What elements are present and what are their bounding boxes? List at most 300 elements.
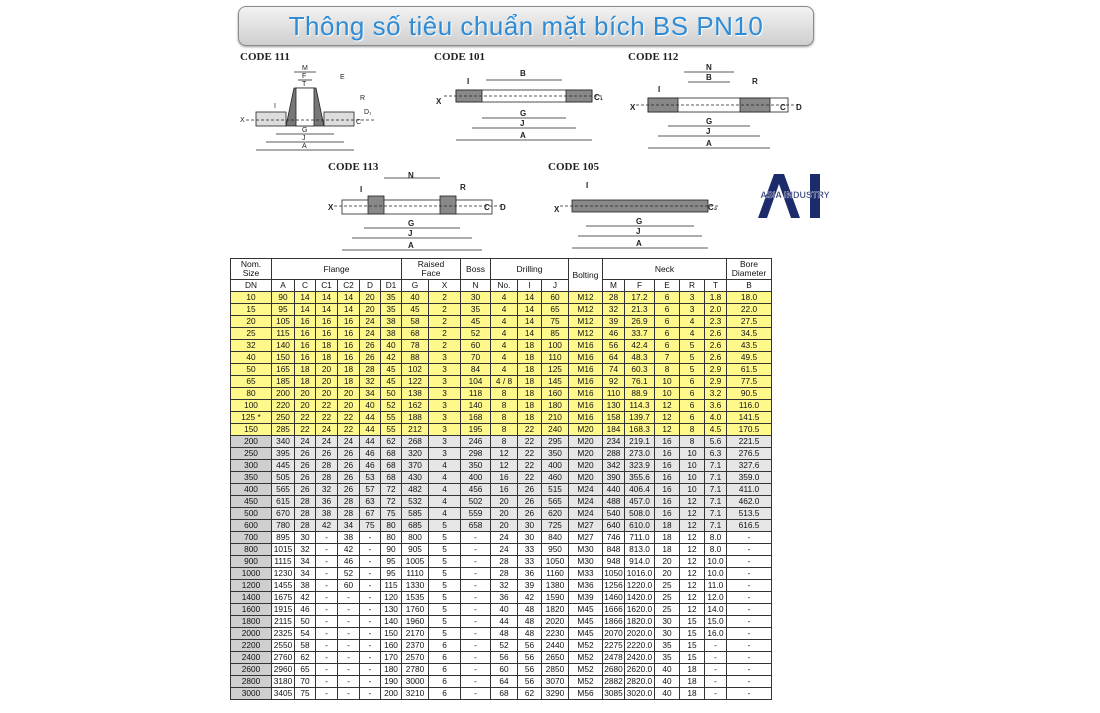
- column-header: J: [542, 280, 569, 292]
- svg-text:J: J: [408, 229, 413, 238]
- table-cell: 32: [491, 580, 518, 592]
- table-cell: -: [461, 664, 491, 676]
- svg-text:J: J: [520, 119, 525, 128]
- table-cell: 46: [360, 460, 381, 472]
- table-row: [231, 376, 772, 388]
- table-row: [231, 628, 772, 640]
- table-cell: 55: [381, 424, 402, 436]
- table-cell: 56: [603, 340, 625, 352]
- table-cell: 14: [316, 292, 338, 304]
- code-112-diagram: [628, 60, 808, 154]
- table-cell: 16: [491, 472, 518, 484]
- table-cell: 2570: [402, 652, 429, 664]
- table-cell: 4: [429, 460, 461, 472]
- table-cell: 27.5: [727, 316, 772, 328]
- table-cell: 85: [542, 328, 569, 340]
- dn-cell: 15: [231, 304, 272, 316]
- table-cell: 115: [381, 580, 402, 592]
- table-cell: 24: [316, 436, 338, 448]
- table-cell: M39: [569, 592, 603, 604]
- table-row: [231, 352, 772, 364]
- table-cell: 160: [542, 388, 569, 400]
- table-cell: M16: [569, 376, 603, 388]
- page-title: Thông số tiêu chuẩn mặt bích BS PN10: [288, 11, 764, 41]
- table-cell: 130: [603, 400, 625, 412]
- table-cell: 12: [491, 460, 518, 472]
- table-cell: 1420.0: [625, 592, 655, 604]
- table-cell: 2478: [604, 652, 623, 662]
- table-cell: 150: [272, 352, 295, 364]
- dn-cell: 2000: [231, 628, 272, 640]
- table-cell: 2680: [604, 664, 623, 674]
- table-cell: 48.3: [625, 352, 655, 364]
- code-113-label: CODE 113: [328, 161, 379, 173]
- table-cell: M45: [569, 616, 603, 628]
- table-cell: 80: [381, 532, 402, 544]
- table-cell: 1535: [402, 592, 429, 604]
- table-cell: 440: [603, 484, 625, 496]
- table-cell: -: [316, 640, 338, 652]
- table-cell: 45: [381, 364, 402, 376]
- table-cell: -: [316, 592, 338, 604]
- table-cell: 95: [381, 556, 402, 568]
- table-cell: 60: [461, 340, 491, 352]
- table-cell: 640: [603, 520, 625, 532]
- table-cell: 44: [360, 424, 381, 436]
- table-cell: 42: [381, 352, 402, 364]
- table-cell: 2550: [272, 640, 295, 652]
- table-cell: 18: [518, 400, 542, 412]
- table-cell: 44: [360, 412, 381, 424]
- table-cell: 7.1: [705, 484, 727, 496]
- table-cell: 170.5: [727, 424, 772, 436]
- column-header: N: [461, 280, 491, 292]
- table-cell: 170: [381, 652, 402, 664]
- table-cell: 5: [680, 352, 705, 364]
- table-cell: 15: [680, 640, 705, 652]
- table-cell: 20: [338, 388, 360, 400]
- dn-cell: 2400: [231, 652, 272, 664]
- svg-text:I: I: [658, 85, 661, 94]
- svg-text:I: I: [586, 181, 589, 190]
- table-cell: 3: [429, 436, 461, 448]
- table-cell: 116.0: [727, 400, 772, 412]
- table-cell: 50: [295, 616, 316, 628]
- table-cell: 75: [381, 508, 402, 520]
- dn-cell: 100: [231, 400, 272, 412]
- table-cell: 20: [655, 568, 680, 580]
- table-cell: 200: [381, 688, 402, 700]
- table-cell: 5: [429, 616, 461, 628]
- table-cell: 42: [295, 592, 316, 604]
- table-cell: 285: [272, 424, 295, 436]
- svg-text:G: G: [408, 219, 415, 228]
- svg-text:J: J: [636, 227, 641, 236]
- svg-text:A: A: [302, 143, 307, 150]
- table-cell: 7.1: [705, 508, 727, 520]
- table-cell: 56: [518, 664, 542, 676]
- table-cell: 5: [429, 604, 461, 616]
- table-cell: 140: [461, 400, 491, 412]
- table-cell: 488: [603, 496, 625, 508]
- table-cell: 7.1: [705, 472, 727, 484]
- table-cell: 16: [338, 316, 360, 328]
- table-cell: 6: [655, 304, 680, 316]
- column-header: D: [360, 280, 381, 292]
- table-cell: 1820: [542, 604, 569, 616]
- table-cell: 7.1: [705, 460, 727, 472]
- table-cell: 28: [316, 472, 338, 484]
- table-cell: 53: [360, 472, 381, 484]
- table-cell: 515: [542, 484, 569, 496]
- table-cell: 16: [316, 316, 338, 328]
- table-cell: 445: [272, 460, 295, 472]
- table-cell: 28: [316, 460, 338, 472]
- table-cell: 56: [518, 640, 542, 652]
- table-cell: 150: [381, 628, 402, 640]
- table-cell: 1050: [604, 568, 623, 578]
- table-cell: 58: [295, 640, 316, 652]
- dn-cell: 300: [231, 460, 272, 472]
- table-cell: 513.5: [727, 508, 772, 520]
- table-cell: 2882: [604, 676, 623, 686]
- table-cell: 14: [518, 328, 542, 340]
- table-cell: 1620.0: [625, 604, 655, 616]
- svg-text:A: A: [706, 139, 712, 148]
- asia-industry-logo: [752, 168, 838, 228]
- table-cell: 24: [338, 436, 360, 448]
- table-cell: 17.2: [625, 292, 655, 304]
- table-cell: -: [727, 688, 772, 700]
- table-cell: 18: [295, 364, 316, 376]
- table-cell: 219.1: [625, 436, 655, 448]
- table-cell: 2170: [402, 628, 429, 640]
- table-cell: M16: [569, 388, 603, 400]
- table-row: [231, 448, 772, 460]
- table-cell: 2: [429, 292, 461, 304]
- table-cell: 616.5: [727, 520, 772, 532]
- table-cell: 5: [429, 544, 461, 556]
- table-cell: 895: [272, 532, 295, 544]
- table-cell: 456: [461, 484, 491, 496]
- table-cell: 3085: [604, 688, 623, 698]
- table-row: [231, 676, 772, 688]
- table-cell: 18: [655, 544, 680, 556]
- code-101-diagram: [434, 60, 614, 150]
- table-cell: -: [461, 688, 491, 700]
- header-flange: Flange: [272, 259, 402, 280]
- table-cell: 18: [655, 532, 680, 544]
- table-cell: 327.6: [727, 460, 772, 472]
- table-cell: -: [316, 676, 338, 688]
- table-cell: 7: [655, 352, 680, 364]
- table-cell: 12: [680, 544, 705, 556]
- table-cell: 118: [461, 388, 491, 400]
- table-cell: 168: [461, 412, 491, 424]
- table-cell: 22: [338, 412, 360, 424]
- table-cell: 190: [381, 676, 402, 688]
- table-cell: -: [461, 652, 491, 664]
- table-cell: 26: [338, 484, 360, 496]
- table-cell: 40: [381, 340, 402, 352]
- table-cell: 28: [338, 508, 360, 520]
- dn-cell: 3000: [231, 688, 272, 700]
- table-cell: 26: [295, 448, 316, 460]
- table-cell: 20: [491, 520, 518, 532]
- table-cell: 18: [680, 676, 705, 688]
- table-cell: 2620.0: [625, 664, 655, 676]
- table-cell: -: [727, 544, 772, 556]
- table-cell: 22: [518, 472, 542, 484]
- table-cell: 20: [295, 388, 316, 400]
- table-cell: 34.5: [727, 328, 772, 340]
- table-cell: 60: [491, 664, 518, 676]
- table-cell: -: [316, 544, 338, 556]
- table-cell: 56: [518, 676, 542, 688]
- table-cell: 2: [429, 340, 461, 352]
- code-112-label: CODE 112: [628, 51, 679, 63]
- table-cell: 3: [429, 448, 461, 460]
- table-cell: 370: [402, 460, 429, 472]
- svg-text:X: X: [328, 203, 334, 212]
- table-cell: 10: [680, 472, 705, 484]
- table-cell: 100: [542, 340, 569, 352]
- table-cell: 75: [360, 520, 381, 532]
- table-cell: 120: [381, 592, 402, 604]
- table-cell: 7.1: [705, 496, 727, 508]
- table-cell: 15: [680, 616, 705, 628]
- table-cell: 34: [338, 520, 360, 532]
- table-cell: 18: [316, 340, 338, 352]
- table-cell: 48: [518, 616, 542, 628]
- table-cell: -: [727, 592, 772, 604]
- table-cell: 1820.0: [625, 616, 655, 628]
- table-cell: 24: [491, 544, 518, 556]
- table-cell: 20: [491, 508, 518, 520]
- table-cell: 276.5: [727, 448, 772, 460]
- table-cell: 48: [518, 604, 542, 616]
- table-cell: 26: [338, 460, 360, 472]
- table-cell: 2780: [402, 664, 429, 676]
- table-cell: 6: [655, 340, 680, 352]
- table-cell: 162: [402, 400, 429, 412]
- table-cell: 90.5: [727, 388, 772, 400]
- column-header: R: [680, 280, 705, 292]
- table-cell: -: [360, 616, 381, 628]
- table-cell: -: [727, 628, 772, 640]
- table-cell: 1380: [542, 580, 569, 592]
- table-cell: 24: [360, 316, 381, 328]
- table-cell: 65: [295, 664, 316, 676]
- table-row: [231, 664, 772, 676]
- table-cell: 8: [655, 364, 680, 376]
- table-cell: 43.5: [727, 340, 772, 352]
- table-cell: -: [727, 676, 772, 688]
- header-drilling: Drilling: [491, 259, 569, 280]
- table-cell: -: [338, 664, 360, 676]
- table-cell: 102: [402, 364, 429, 376]
- column-header: D1: [381, 280, 402, 292]
- table-cell: 1256: [604, 580, 623, 590]
- table-cell: 12: [655, 424, 680, 436]
- table-cell: 52: [491, 640, 518, 652]
- table-cell: 2.6: [705, 352, 727, 364]
- table-cell: 46: [295, 604, 316, 616]
- svg-text:I: I: [274, 103, 276, 110]
- table-cell: 22: [518, 448, 542, 460]
- table-cell: 2: [429, 328, 461, 340]
- svg-text:D₁: D₁: [364, 109, 372, 116]
- table-cell: 20: [316, 364, 338, 376]
- table-cell: 42: [338, 544, 360, 556]
- table-row: [231, 568, 772, 580]
- table-cell: 90: [381, 544, 402, 556]
- table-row: [231, 532, 772, 544]
- table-cell: 52: [461, 328, 491, 340]
- table-cell: 5: [680, 340, 705, 352]
- table-cell: 250: [272, 412, 295, 424]
- table-cell: M24: [569, 496, 603, 508]
- table-cell: 1050: [542, 556, 569, 568]
- table-cell: 20: [360, 292, 381, 304]
- dn-cell: 200: [231, 436, 272, 448]
- table-cell: M30: [569, 556, 603, 568]
- table-cell: 67: [360, 508, 381, 520]
- table-cell: 60: [338, 580, 360, 592]
- column-header: C1: [316, 280, 338, 292]
- table-row: [231, 592, 772, 604]
- table-cell: -: [461, 616, 491, 628]
- table-cell: 76.1: [625, 376, 655, 388]
- table-cell: 2.0: [705, 304, 727, 316]
- table-cell: 295: [542, 436, 569, 448]
- table-cell: 22.0: [727, 304, 772, 316]
- table-cell: -: [316, 604, 338, 616]
- table-row: [231, 304, 772, 316]
- table-cell: 88: [402, 352, 429, 364]
- table-row: [231, 604, 772, 616]
- table-cell: 620: [542, 508, 569, 520]
- svg-text:C: C: [356, 119, 362, 126]
- dn-cell: 250: [231, 448, 272, 460]
- table-cell: 18: [316, 352, 338, 364]
- table-cell: 18: [655, 520, 680, 532]
- table-cell: 462.0: [727, 496, 772, 508]
- table-cell: 18: [518, 412, 542, 424]
- table-cell: 3: [429, 400, 461, 412]
- table-cell: 62: [381, 436, 402, 448]
- table-cell: 1016.0: [625, 568, 655, 580]
- table-cell: 10.0: [705, 568, 727, 580]
- dn-cell: 1600: [231, 604, 272, 616]
- column-header: DN: [231, 280, 272, 292]
- dn-cell: 80: [231, 388, 272, 400]
- table-cell: 180: [542, 400, 569, 412]
- table-cell: 2820.0: [625, 676, 655, 688]
- table-cell: -: [360, 532, 381, 544]
- table-cell: 5: [429, 580, 461, 592]
- table-row: [231, 544, 772, 556]
- table-cell: 1915: [272, 604, 295, 616]
- specs-table: [230, 258, 772, 700]
- table-cell: 350: [542, 448, 569, 460]
- table-cell: 18: [338, 376, 360, 388]
- svg-text:X: X: [240, 117, 245, 124]
- table-cell: 2115: [272, 616, 295, 628]
- table-cell: 18: [518, 388, 542, 400]
- table-cell: -: [461, 568, 491, 580]
- table-cell: 168.3: [625, 424, 655, 436]
- table-cell: 18: [680, 688, 705, 700]
- table-cell: 140: [272, 340, 295, 352]
- table-cell: -: [705, 640, 727, 652]
- table-cell: 72: [381, 484, 402, 496]
- svg-text:X: X: [436, 97, 442, 106]
- table-cell: -: [360, 640, 381, 652]
- table-cell: 138: [402, 388, 429, 400]
- table-cell: -: [727, 532, 772, 544]
- column-header: G: [402, 280, 429, 292]
- table-cell: 42: [518, 592, 542, 604]
- table-cell: M20: [569, 472, 603, 484]
- table-cell: 2070: [604, 628, 623, 638]
- table-cell: 40: [360, 400, 381, 412]
- table-cell: 6: [655, 328, 680, 340]
- table-cell: 34: [295, 568, 316, 580]
- table-cell: 32: [360, 376, 381, 388]
- table-cell: 12: [680, 568, 705, 580]
- table-cell: M30: [569, 544, 603, 556]
- table-cell: 50: [381, 388, 402, 400]
- table-cell: 1115: [272, 556, 295, 568]
- table-cell: 40: [402, 292, 429, 304]
- table-cell: 6: [429, 688, 461, 700]
- table-cell: 68: [381, 460, 402, 472]
- table-cell: 10: [680, 460, 705, 472]
- header-neck: Neck: [603, 259, 727, 280]
- table-cell: 10: [680, 484, 705, 496]
- table-cell: 88.9: [625, 388, 655, 400]
- table-cell: 28: [295, 520, 316, 532]
- dn-cell: 900: [231, 556, 272, 568]
- table-cell: 15.0: [705, 616, 727, 628]
- table-cell: 2.3: [705, 316, 727, 328]
- table-cell: -: [727, 616, 772, 628]
- dn-cell: 450: [231, 496, 272, 508]
- table-cell: 2325: [272, 628, 295, 640]
- header-boss: Boss: [461, 259, 491, 280]
- table-cell: 33: [518, 556, 542, 568]
- table-cell: 8.0: [705, 544, 727, 556]
- table-cell: 165: [272, 364, 295, 376]
- dn-cell: 65: [231, 376, 272, 388]
- table-cell: 60.3: [625, 364, 655, 376]
- table-cell: 5: [429, 520, 461, 532]
- table-row: [231, 688, 772, 700]
- table-row: [231, 520, 772, 532]
- table-cell: 26: [518, 496, 542, 508]
- table-cell: 14: [316, 304, 338, 316]
- table-cell: 2220.0: [625, 640, 655, 652]
- table-cell: 64: [603, 352, 625, 364]
- table-cell: 68: [491, 688, 518, 700]
- table-cell: 8: [491, 388, 518, 400]
- table-cell: 6: [680, 376, 705, 388]
- table-cell: 38: [316, 508, 338, 520]
- table-cell: 4.0: [705, 412, 727, 424]
- table-cell: 18: [518, 364, 542, 376]
- table-cell: 22: [338, 424, 360, 436]
